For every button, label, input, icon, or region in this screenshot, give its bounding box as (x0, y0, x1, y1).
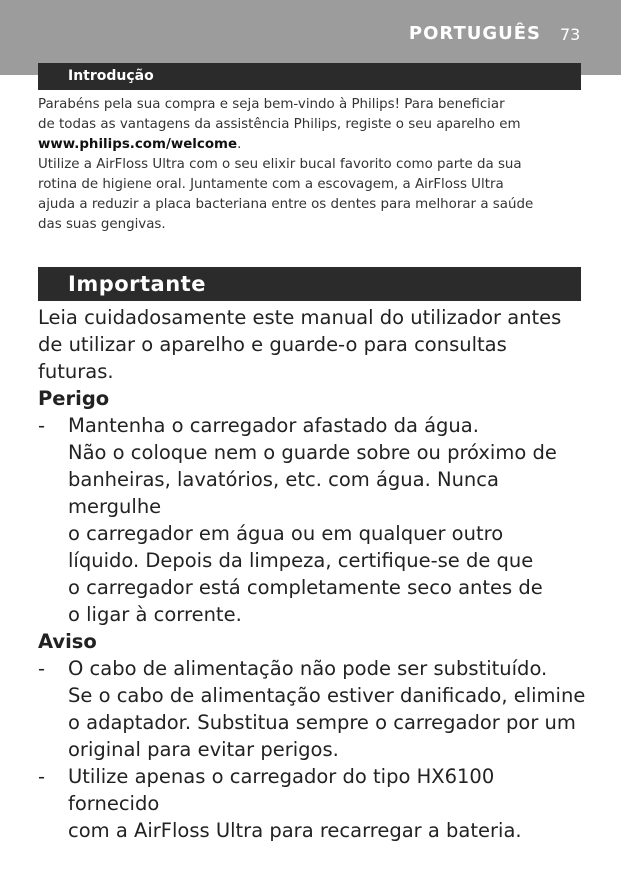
item-line: original para evitar perigos. (68, 738, 339, 761)
intro-line: Parabéns pela sua compra e seja bem-vindo à Philips! Para beneficiar (38, 97, 505, 112)
list-dash: - (38, 414, 46, 437)
intro-line: de todas as vantagens da assistência Philips, registe o seu aparelho em (38, 117, 521, 132)
warning-item (38, 763, 588, 844)
item-line: banheiras, lavatórios, etc. com água. Nunca mergulhe (68, 468, 499, 518)
language-label: PORTUGUÊS (408, 23, 541, 44)
intro-text (38, 95, 583, 235)
item-line: Se o cabo de alimentação estiver danificado, elimine (68, 684, 586, 707)
intro-line: das suas gengivas. (38, 217, 166, 232)
page-number: 73 (560, 25, 581, 44)
intro-line: ajuda a reduzir a placa bacteriana entre os dentes para melhorar a saúde (38, 197, 534, 212)
list-dash: - (38, 657, 46, 680)
warning-item (38, 655, 588, 763)
intro-line: Utilize a AirFloss Ultra com o seu elixir bucal favorito como parte da sua (38, 157, 522, 172)
item-line: o carregador em água ou em qualquer outro (68, 522, 504, 545)
item-line: O cabo de alimentação não pode ser substituído. (68, 657, 548, 680)
item-line: o adaptador. Substitua sempre o carregador por um (68, 711, 576, 734)
important-text (38, 304, 588, 844)
section-title-introducao: Introdução (38, 63, 581, 90)
lead-line: Leia cuidadosamente este manual do utilizador antes (38, 306, 562, 329)
danger-heading: Perigo (38, 387, 110, 410)
item-line: com a AirFloss Ultra para recarregar a bateria. (68, 819, 522, 842)
intro-line: rotina de higiene oral. Juntamente com a escovagem, a AirFloss Ultra (38, 177, 504, 192)
warning-heading: Aviso (38, 630, 97, 653)
danger-item (38, 412, 588, 628)
intro-url-line (38, 135, 583, 155)
url-suffix: . (237, 137, 242, 152)
item-line: Mantenha o carregador afastado da água. (68, 414, 479, 437)
item-line: Utilize apenas o carregador do tipo HX6100 fornecido (68, 765, 495, 815)
item-line: líquido. Depois da limpeza, certifique-se de que (68, 549, 534, 572)
item-line: Não o coloque nem o guarde sobre ou próximo de (68, 441, 557, 464)
welcome-url: www.philips.com/welcome (38, 137, 238, 152)
item-line: o ligar à corrente. (68, 603, 242, 626)
list-dash: - (38, 765, 46, 788)
section-title-importante: Importante (38, 267, 581, 301)
lead-line: de utilizar o aparelho e guarde-o para consultas futuras. (38, 333, 507, 383)
item-line: o carregador está completamente seco antes de (68, 576, 543, 599)
